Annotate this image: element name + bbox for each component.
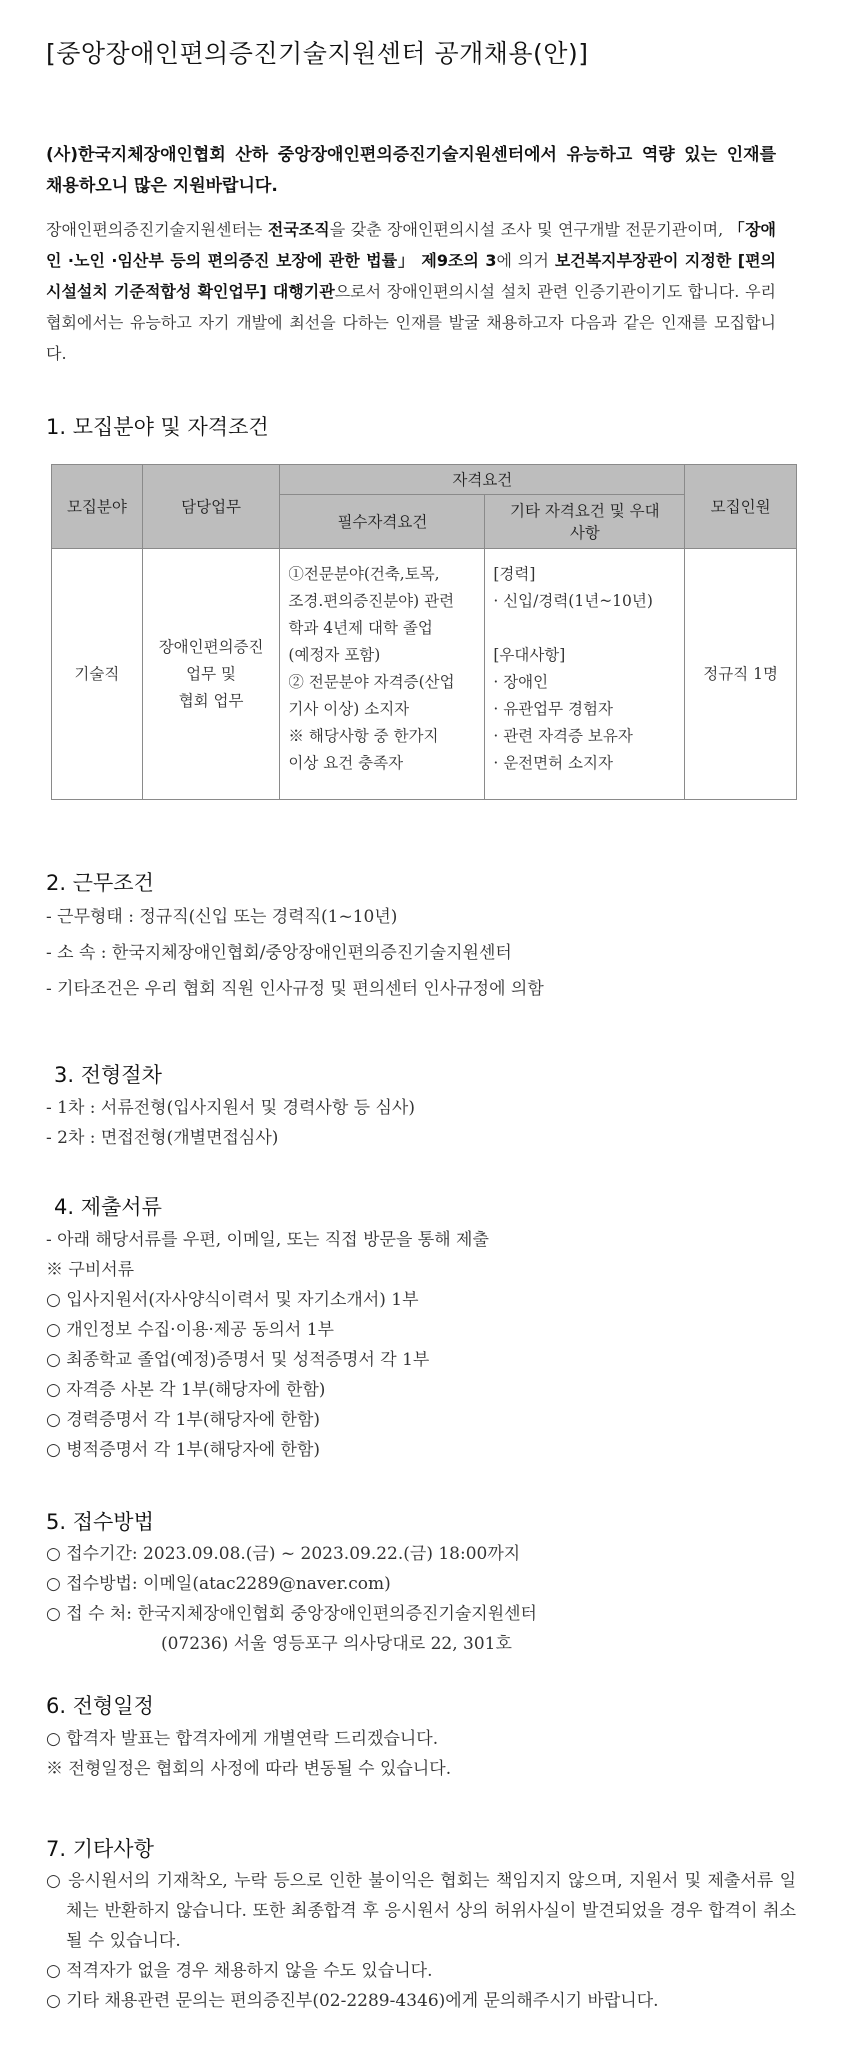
desc-bold-3: 보건복지부장관이 지정한 [편의시설설치 기준적합성 확인업무] 대행기관 [46,251,776,301]
required-line: 학과 4년제 대학 졸업 [288,619,433,637]
list-item: - 근무형태 : 정규직(신입 또는 경력직(1~10년) [46,907,398,927]
section-heading-application: 5. 접수방법 [46,1510,154,1534]
list-item: ○ 합격자 발표는 합격자에게 개별연락 드리겠습니다. [46,1729,439,1749]
section-heading-work: 2. 근무조건 [46,871,154,895]
header-field: 모집분야 [52,465,143,549]
list-item: ○ 기타 채용관련 문의는 편의증진부(02-2289-4346)에게 문의해주시기 바랍니다. [46,1991,659,2011]
process-list [46,1093,415,1153]
application-list [46,1539,537,1659]
list-item: ○ 접 수 처: 한국지체장애인협회 중앙장애인편의증진기술지원센터 [46,1604,537,1624]
preferred-line: · 장애인 [493,673,549,691]
list-item: ○ 개인정보 수집·이용·제공 동의서 1부 [46,1320,334,1340]
cell-count: 정규직 1명 [685,549,797,800]
cell-field: 기술직 [52,549,143,800]
header-count: 모집인원 [685,465,797,549]
preferred-spacer [493,615,678,642]
duty-line: 협회 업무 [178,691,244,710]
desc-bold-2: 「장애인 ·노인 ·임산부 등의 편의증진 보장에 관한 법률」 제9조의 3 [46,220,776,270]
list-item: - 2차 : 면접전형(개별면접심사) [46,1128,279,1148]
list-item: - 소 속 : 한국지체장애인협회/중앙장애인편의증진기술지원센터 [46,943,512,963]
preferred-line: · 관련 자격증 보유자 [493,727,633,745]
list-item: - 기타조건은 우리 협회 직원 인사규정 및 편의센터 인사규정에 의함 [46,979,544,999]
section-heading-recruitment: 1. 모집분야 및 자격조건 [46,415,269,439]
list-item: (07236) 서울 영등포구 의사당대로 22, 301호 [161,1634,512,1654]
preferred-line: · 운전면허 소지자 [493,754,613,772]
header-required: 필수자격요건 [280,495,485,549]
list-item: ○ 경력증명서 각 1부(해당자에 한함) [46,1410,321,1430]
required-line: 기사 이상) 소지자 [288,700,410,718]
section-heading-process: 3. 전형절차 [54,1063,162,1087]
list-item: - 1차 : 서류전형(입사지원서 및 경력사항 등 심사) [46,1098,415,1118]
required-line: 이상 요건 충족자 [288,754,404,772]
center-description [46,214,776,369]
desc-bold-1: 전국조직 [267,220,330,239]
list-item: ○ 입사지원서(자사양식이력서 및 자기소개서) 1부 [46,1290,419,1310]
list-item: ○ 자격증 사본 각 1부(해당자에 한함) [46,1380,326,1400]
desc-text-3: 에 의거 [496,251,555,270]
section-heading-etc: 7. 기타사항 [46,1837,154,1861]
list-item: ※ 구비서류 [46,1260,135,1280]
preferred-line: · 신입/경력(1년~10년) [493,592,653,610]
preferred-line: · 유관업무 경험자 [493,700,613,718]
list-item: ○ 접수기간: 2023.09.08.(금) ~ 2023.09.22.(금) 18:00까지 [46,1544,521,1564]
list-item: ○ 병적증명서 각 1부(해당자에 한함) [46,1440,321,1460]
preferred-line: [우대사항] [493,646,566,664]
required-line: (예정자 포함) [288,646,381,664]
page-title: [중앙장애인편의증진기술지원센터 공개채용(안)] [46,39,589,68]
recruitment-table [51,464,797,800]
section-heading-schedule: 6. 전형일정 [46,1694,154,1718]
intro-paragraph: (사)한국지체장애인협회 산하 중앙장애인편의증진기술지원센터에서 유능하고 역량 있는 인재를 채용하오니 많은 지원바랍니다. [46,145,776,196]
cell-required [280,549,485,800]
list-item: ○ 최종학교 졸업(예정)증명서 및 성적증명서 각 1부 [46,1350,430,1370]
schedule-list [46,1724,451,1784]
list-item: ○ 접수방법: 이메일(atac2289@naver.com) [46,1574,391,1594]
desc-text-4: 으로서 장애인편의시설 설치 관련 인증기관이기도 합니다. 우리 협회에서는 유능하고 자기 개발에 최선을 다하는 인재를 발굴 채용하고자 다음과 같은 인재를 모집합니다. [46,282,776,363]
duty-line: 장애인편의증진 [158,637,264,656]
work-conditions-list [46,902,544,1004]
documents-list [46,1225,489,1465]
etc-list [46,1866,796,2016]
required-line: ② 전문분야 자격증(산업 [288,673,455,691]
list-item: ○ 응시원서의 기재착오, 누락 등으로 인한 불이익은 협회는 책임지지 않으며, 지원서 및 제출서류 일체는 반환하지 않습니다. 또한 최종합격 후 응시원서 상의 허위사실이 발견되었을 경우 합격이 취소될 수 있습니다. [46,1871,796,1951]
header-qualification: 자격요건 [280,465,685,495]
desc-text-2: 을 갖춘 장애인편의시설 조사 및 연구개발 전문기관이며, [329,220,729,239]
required-line: ①전문분야(건축,토목, [288,565,440,583]
preferred-line: [경력] [493,565,536,583]
cell-duty [142,549,280,800]
header-preferred: 기타 자격요건 및 우대사항 [485,495,685,549]
required-line: 조경.편의증진분야) 관련 [288,592,455,610]
cell-preferred [485,549,685,800]
list-item: ※ 전형일정은 협회의 사정에 따라 변동될 수 있습니다. [46,1759,452,1779]
required-line: ※ 해당사항 중 한가지 [288,727,439,745]
desc-text-1: 장애인편의증진기술지원센터는 [46,220,268,239]
list-item: ○ 적격자가 없을 경우 채용하지 않을 수도 있습니다. [46,1961,433,1981]
section-heading-documents: 4. 제출서류 [54,1195,162,1219]
header-duty: 담당업무 [142,465,280,549]
list-item: - 아래 해당서류를 우편, 이메일, 또는 직접 방문을 통해 제출 [46,1230,489,1250]
duty-line: 업무 및 [186,664,237,683]
